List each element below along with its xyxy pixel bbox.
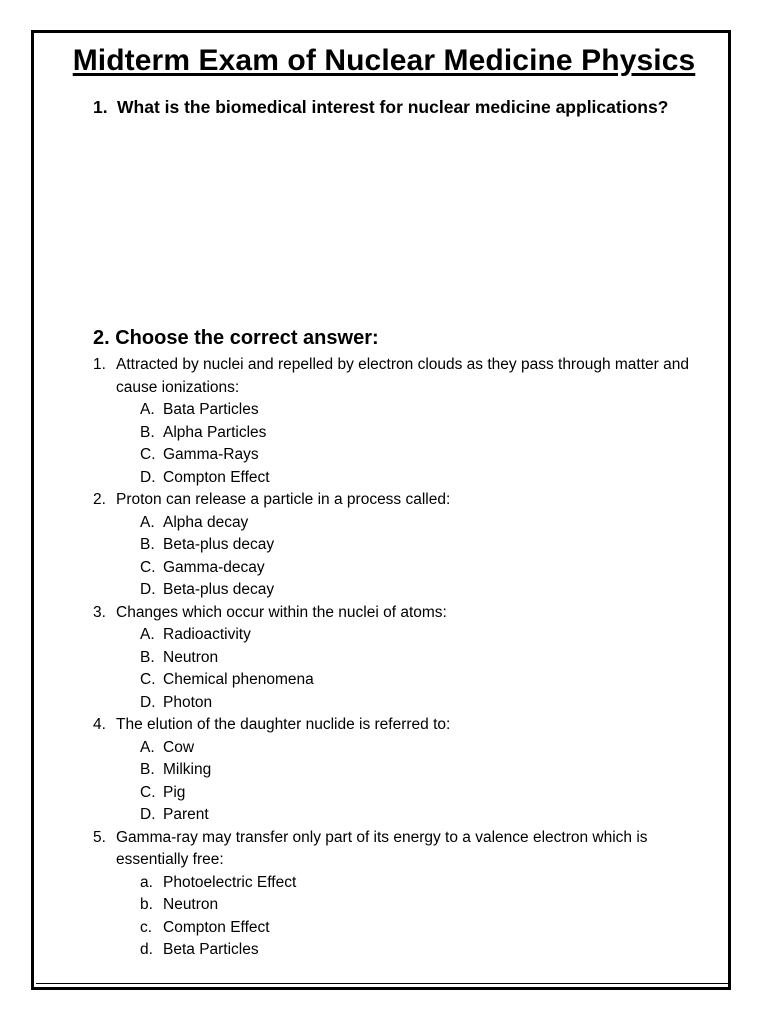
- option-text: Pig: [163, 783, 186, 801]
- mcq-question: [93, 714, 713, 827]
- option-text: Beta-plus decay: [163, 581, 275, 598]
- mcq-question-text: Changes which occur within the nuclei of atoms:: [116, 603, 447, 621]
- option-text: Beta Particles: [163, 941, 259, 958]
- option-label: b.: [140, 896, 153, 913]
- mcq-question: [93, 602, 713, 715]
- option-text: Bata Particles: [163, 401, 259, 418]
- mcq-option: [93, 647, 713, 670]
- option-label: a.: [140, 873, 153, 891]
- option-text: Beta-plus decay: [163, 536, 275, 553]
- option-text: Cow: [163, 738, 195, 756]
- mcq-question: [93, 489, 713, 602]
- option-label: D.: [140, 468, 156, 486]
- mcq-question-number: 1.: [93, 356, 106, 373]
- option-label: A.: [140, 738, 155, 756]
- option-label: D.: [140, 693, 156, 711]
- page-border-inner-line: [36, 983, 728, 984]
- mcq-option: [93, 669, 713, 692]
- mcq-question-number: 3.: [93, 603, 106, 621]
- option-label: c.: [140, 918, 153, 936]
- mcq-option: [93, 579, 713, 602]
- mcq-option: [93, 534, 713, 557]
- option-label: A.: [140, 401, 155, 418]
- option-text: Compton Effect: [163, 918, 270, 936]
- option-text: Gamma-Rays: [163, 446, 259, 463]
- mcq-option: [93, 804, 713, 827]
- option-text: Alpha Particles: [163, 423, 267, 441]
- mcq-question-number: 5.: [93, 828, 106, 846]
- mcq-option: [93, 737, 713, 760]
- mcq-question-number: 4.: [93, 716, 106, 733]
- option-label: B.: [140, 648, 155, 666]
- option-label: D.: [140, 581, 156, 598]
- mcq-option: [93, 894, 713, 917]
- mcq-option: [93, 872, 713, 895]
- mcq-option: [93, 624, 713, 647]
- exam-title: Midterm Exam of Nuclear Medicine Physics: [72, 44, 696, 77]
- option-text: Parent: [163, 806, 209, 823]
- option-label: B.: [140, 536, 155, 553]
- mcq-option: [93, 692, 713, 715]
- option-text: Neutron: [163, 896, 219, 913]
- section-2-heading: 2. Choose the correct answer:: [93, 327, 379, 349]
- mcq-option: [93, 422, 713, 445]
- mcq-option: [93, 782, 713, 805]
- mcq-question: [93, 354, 713, 489]
- option-text: Compton Effect: [163, 468, 270, 486]
- option-label: C.: [140, 446, 156, 463]
- option-label: A.: [140, 513, 155, 531]
- option-label: D.: [140, 806, 156, 823]
- mcq-option: [93, 557, 713, 580]
- option-text: Gamma-decay: [163, 558, 265, 576]
- mcq-question-number: 2.: [93, 491, 106, 508]
- option-text: Neutron: [163, 648, 219, 666]
- mcq-option: [93, 759, 713, 782]
- option-label: B.: [140, 423, 155, 441]
- mcq-option: [93, 512, 713, 535]
- multiple-choice-list: [93, 354, 713, 962]
- option-text: Photon: [163, 693, 213, 711]
- option-text: Photoelectric Effect: [163, 873, 297, 891]
- mcq-option: [93, 917, 713, 940]
- mcq-question-text: Proton can release a particle in a process called:: [116, 491, 451, 508]
- mcq-question-text: Attracted by nuclei and repelled by electron clouds as they pass through matter and cause ionizations:: [116, 356, 689, 396]
- question-1-text: What is the biomedical interest for nuclear medicine applications?: [117, 97, 669, 117]
- question-1-number: 1.: [93, 97, 108, 117]
- option-label: C.: [140, 558, 156, 576]
- mcq-option: [93, 444, 713, 467]
- mcq-question: [93, 827, 713, 962]
- mcq-option: [93, 467, 713, 490]
- option-text: Chemical phenomena: [163, 671, 314, 688]
- mcq-option: [93, 939, 713, 962]
- mcq-question-text: Gamma-ray may transfer only part of its energy to a valence electron which is essentially free:: [116, 828, 648, 868]
- option-label: C.: [140, 671, 156, 688]
- option-text: Milking: [163, 761, 212, 778]
- mcq-option: [93, 399, 713, 422]
- mcq-question-text: The elution of the daughter nuclide is referred to:: [116, 716, 451, 733]
- option-label: C.: [140, 783, 156, 801]
- question-1-essay: [93, 97, 668, 118]
- option-label: A.: [140, 626, 155, 643]
- option-text: Radioactivity: [163, 626, 251, 643]
- option-text: Alpha decay: [163, 513, 249, 531]
- option-label: B.: [140, 761, 155, 778]
- option-label: d.: [140, 941, 153, 958]
